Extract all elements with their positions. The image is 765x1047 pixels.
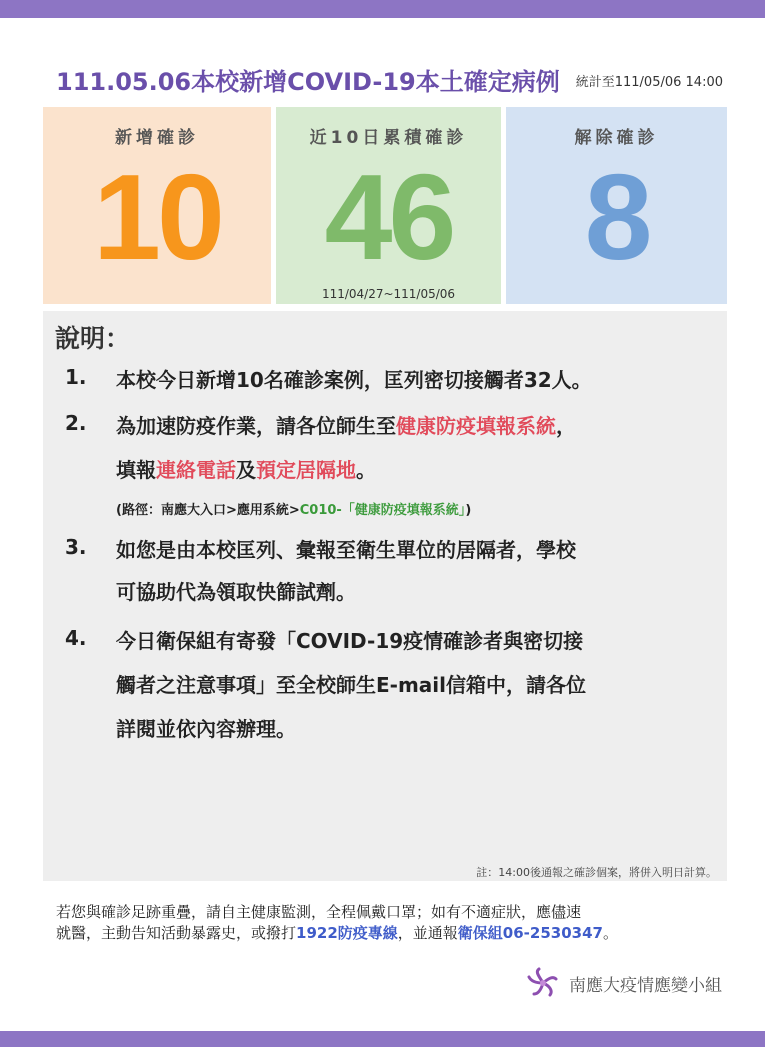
footer-line-2 <box>56 922 618 943</box>
item-1-number: 1. <box>65 365 87 389</box>
path-text-b: ) <box>465 503 472 518</box>
released-cases-card <box>506 107 727 304</box>
item-3-line-1: 如您是由本校匡列、彙報至衛生單位的居隔者，學校 <box>116 538 576 562</box>
item-4-line-2: 觸者之注意事項」至全校師生E-mail信箱中，請各位 <box>116 673 587 697</box>
cumulative-date-range: 111/04/27~111/05/06 <box>321 287 456 301</box>
item-4-line-3: 詳閱並依內容辦理。 <box>116 717 296 741</box>
contact-phone-highlight: 連絡電話 <box>156 458 236 482</box>
item-2-line-2 <box>116 454 376 483</box>
quarantine-place-highlight: 預定居隔地 <box>256 458 356 482</box>
released-cases-value: 8 <box>584 149 649 285</box>
footer-line-1: 若您與確診足跡重疊，請自主健康監測，全程佩戴口罩；如有不適症狀，應儘速 <box>56 903 582 921</box>
path-text-a: (路徑：南應大入口>應用系統> <box>116 503 300 518</box>
cumulative-cases-value: 46 <box>324 149 453 285</box>
health-office-phone[interactable]: 衛保組06-2530347 <box>457 924 603 942</box>
bottom-accent-bar <box>0 1031 765 1047</box>
item-4-number: 4. <box>65 626 87 650</box>
released-cases-label: 解除確診 <box>574 128 659 148</box>
item-3-number: 3. <box>65 535 87 559</box>
explanation-panel <box>43 311 727 881</box>
path-system-name: C010-「健康防疫填報系統」 <box>299 503 466 518</box>
new-cases-label: 新增確診 <box>115 128 199 148</box>
item-2-line-2-text-a: 填報 <box>116 458 156 482</box>
page-title: 111.05.06本校新增COVID-19本土確定病例 <box>56 68 560 96</box>
org-signature <box>525 966 722 1000</box>
cumulative-cases-card <box>276 107 501 304</box>
item-2-line-1-text-a: 為加速防疫作業，請各位師生至 <box>116 414 396 438</box>
item-2-line-1-text-b: ， <box>556 414 576 438</box>
footer-line-2-text-c: 。 <box>602 924 618 942</box>
item-1-text: 本校今日新增10名確診案例，匡列密切接觸者32人。 <box>116 368 592 392</box>
item-3-line-2: 可協助代為領取快篩試劑。 <box>116 580 356 604</box>
org-name: 南應大疫情應變小組 <box>569 975 722 996</box>
stat-timestamp: 統計至111/05/06 14:00 <box>575 75 723 90</box>
footer-line-2-text-a: 就醫，主動告知活動暴露史，或撥打 <box>56 924 297 942</box>
item-2-line-2-text-b: 及 <box>236 458 256 482</box>
item-4-line-1: 今日衛保組有寄發「COVID-19疫情確診者與密切接 <box>116 629 584 653</box>
new-cases-card <box>43 107 271 304</box>
explanation-title: 說明： <box>55 324 131 353</box>
item-2-line-1 <box>116 410 576 439</box>
hotline-1922[interactable]: 1922防疫專線 <box>296 924 398 942</box>
footer-line-2-text-b: ，並通報 <box>397 924 458 942</box>
item-2-line-2-text-c: 。 <box>356 458 376 482</box>
health-report-system-link[interactable]: 健康防疫填報系統 <box>396 414 556 438</box>
new-cases-value: 10 <box>93 149 221 285</box>
top-accent-bar <box>0 0 765 18</box>
item-2-path <box>116 499 471 518</box>
cumulative-cases-label: 近10日累積確診 <box>309 128 468 148</box>
calculation-note: 註：14:00後通報之確診個案，將併入明日計算。 <box>476 866 717 879</box>
flower-logo-icon <box>525 966 561 1000</box>
item-2-number: 2. <box>65 411 87 435</box>
